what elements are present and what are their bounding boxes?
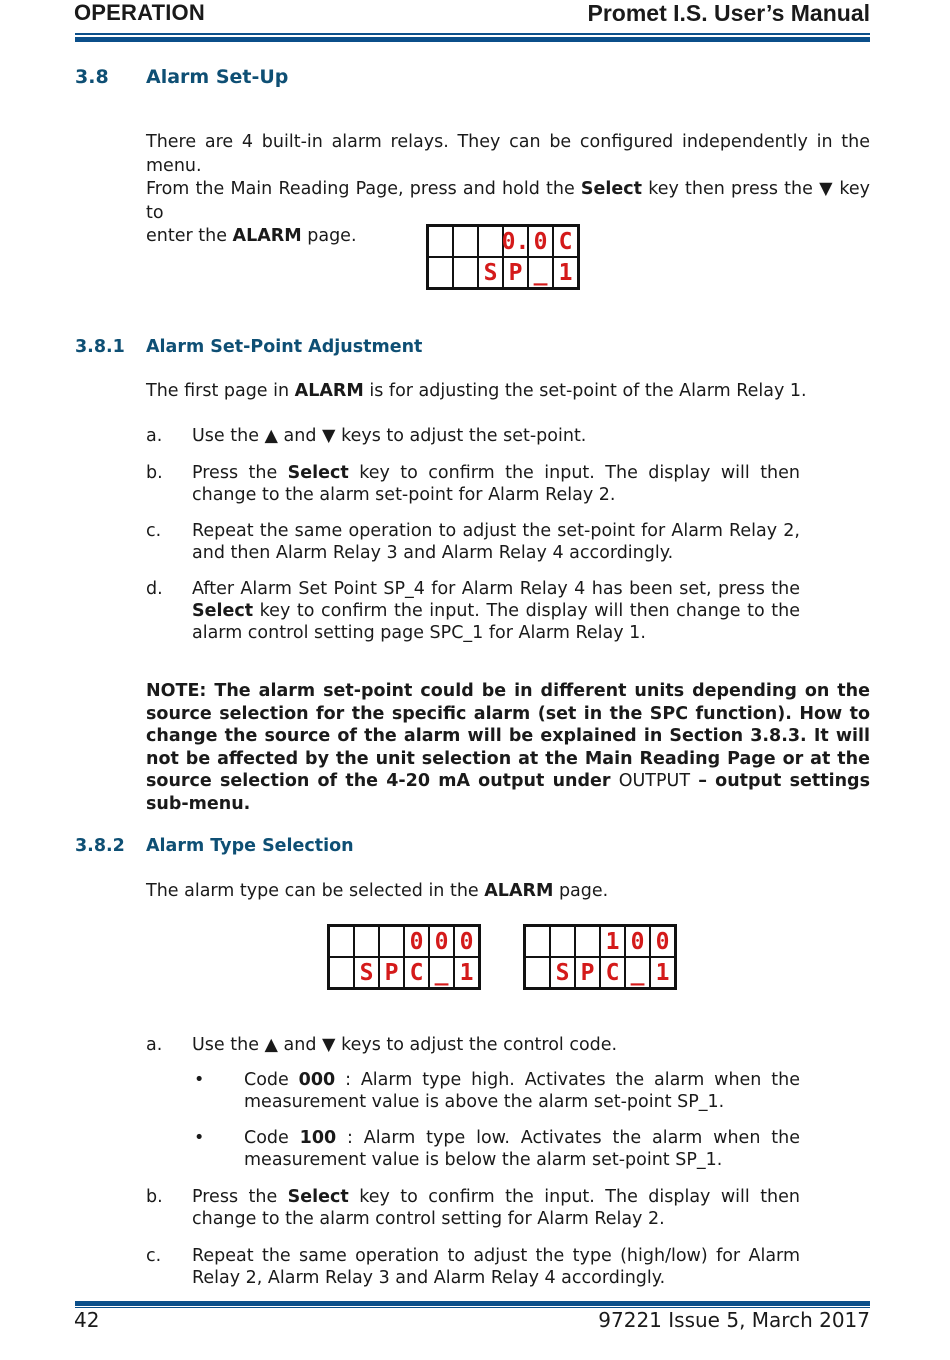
- lcd-cell: [380, 927, 403, 956]
- section-title: Alarm Type Selection: [146, 836, 354, 856]
- lcd-cell: [454, 227, 477, 256]
- issue-info: 97221 Issue 5, March 2017: [598, 1308, 870, 1332]
- lcd-cell: S: [551, 958, 574, 987]
- lcd-cell: [330, 958, 353, 987]
- lcd-cell: [330, 927, 353, 956]
- lcd-bottom-row: [329, 957, 479, 988]
- lcd-cell: 0.: [501, 228, 530, 255]
- list-label: a.: [146, 1035, 163, 1055]
- note-text: – output settings sub-menu.: [146, 771, 870, 814]
- lcd-cell: [526, 927, 549, 956]
- body-text: key to confirm the input. The display will then change to the alarm control setting for Alarm Relay 2.: [192, 1187, 801, 1229]
- intro-text: From the Main Reading Page, press and hold the: [146, 179, 581, 199]
- lcd-cell: 0: [430, 927, 453, 956]
- lcd-cell: [355, 927, 378, 956]
- lcd-cell: _: [529, 258, 552, 287]
- lcd-cell: [576, 927, 599, 956]
- header-rule-thin: [75, 33, 870, 35]
- lcd-bottom-row: [428, 257, 578, 288]
- section-title: Alarm Set-Point Adjustment: [146, 337, 423, 357]
- alarm-page-label: ALARM: [232, 226, 302, 246]
- code-value: 000: [298, 1070, 336, 1090]
- lcd-cell: C: [554, 227, 577, 256]
- lcd-cell: [429, 258, 452, 287]
- lcd-top-row: [428, 226, 578, 257]
- body-text: The first page in: [146, 381, 295, 401]
- select-key-label: Select: [287, 463, 349, 483]
- list-text: Repeat the same operation to adjust the set-point for Alarm Relay 2, and then Alarm Relay 3 and Alarm Relay 4 accordingly.: [192, 521, 800, 563]
- list-text: [192, 578, 800, 644]
- body-text: The alarm type can be selected in the: [146, 881, 485, 901]
- header-manual-title: Promet I.S. User’s Manual: [587, 0, 870, 26]
- note-paragraph: [146, 680, 870, 815]
- body-text: is for adjusting the set-point of the Alarm Relay 1.: [363, 381, 807, 401]
- lcd-display-alarm-setpoint: [426, 224, 580, 290]
- lcd-cell: [551, 927, 574, 956]
- select-key-label: Select: [580, 179, 643, 199]
- code-value: 100: [299, 1128, 337, 1148]
- body-text: page.: [553, 881, 609, 901]
- lcd-top-row: [329, 926, 479, 957]
- lcd-cell: _: [430, 958, 453, 987]
- select-key-label: Select: [287, 1187, 349, 1207]
- list-label: b.: [146, 463, 163, 483]
- body-text: Code: [244, 1070, 299, 1090]
- lcd-display-code-100: [523, 924, 677, 990]
- header-rule-thick: [75, 37, 870, 42]
- list-text: Repeat the same operation to adjust the type (high/low) for Alarm Relay 2, Alarm Relay 3 and Alarm Relay 4 accordingly.: [192, 1246, 800, 1288]
- body-text: Press the: [192, 1187, 288, 1207]
- alarm-page-label: ALARM: [294, 381, 364, 401]
- lcd-cell: 1: [651, 958, 674, 987]
- bullet-dot: •: [194, 1070, 205, 1090]
- lcd-cell: _: [626, 958, 649, 987]
- lcd-cell: P: [380, 958, 403, 987]
- body-text: After Alarm Set Point SP_4 for Alarm Relay 4 has been set, press the: [192, 579, 800, 599]
- bullet-text: [244, 1127, 800, 1171]
- select-key-label: Select: [192, 601, 254, 621]
- lcd-cell: 0: [626, 927, 649, 956]
- lcd-cell: C: [405, 958, 428, 987]
- intro-text: page.: [301, 226, 357, 246]
- lcd-cell: 1: [455, 958, 478, 987]
- lcd-cell: 0: [651, 927, 674, 956]
- lcd-cell: S: [355, 958, 378, 987]
- lcd-cell: 0: [455, 927, 478, 956]
- setpoint-intro: [146, 380, 870, 404]
- lcd-cell: [429, 227, 452, 256]
- note-text: NOTE: The alarm set-point could be in different units depending on the source selection for the specific alarm (set in the SPC function). How to change the source of the alarm will be explained in Section 3.8.3. It will not be affected by the unit selection at the Main Reading Page or at the source selection of the 4-20 mA output under: [146, 681, 870, 791]
- lcd-top-row: [525, 926, 675, 957]
- list-label: a.: [146, 426, 163, 446]
- alarm-type-intro: [146, 880, 870, 904]
- intro-line-2: [146, 178, 870, 225]
- lcd-display-code-000: [327, 924, 481, 990]
- body-text: : Alarm type low. Activates the alarm when the measurement value is below the alarm set-point SP_1.: [244, 1128, 800, 1170]
- body-text: Press the: [192, 463, 288, 483]
- header-section-title: OPERATION: [74, 0, 205, 25]
- lcd-cell: S: [479, 258, 502, 287]
- list-label: b.: [146, 1187, 163, 1207]
- alarm-page-label: ALARM: [484, 881, 554, 901]
- lcd-cell: 0: [405, 927, 428, 956]
- list-label: c.: [146, 521, 162, 541]
- list-text: Use the ▲ and ▼ keys to adjust the control code.: [192, 1035, 618, 1055]
- body-text: key to confirm the input. The display will then change to the alarm set-point for Alarm Relay 2.: [192, 463, 801, 505]
- bullet-dot: •: [194, 1128, 205, 1148]
- list-label: d.: [146, 579, 163, 599]
- lcd-bottom-row: [525, 957, 675, 988]
- lcd-cell: [526, 958, 549, 987]
- body-text: : Alarm type high. Activates the alarm when the measurement value is above the alarm set-point SP_1.: [244, 1070, 800, 1112]
- lcd-cell: [454, 258, 477, 287]
- lcd-cell: P: [504, 258, 527, 287]
- body-text: key to confirm the input. The display will then change to the alarm control setting page SPC_1 for Alarm Relay 1.: [192, 601, 800, 643]
- lcd-cell: 1: [601, 927, 624, 956]
- intro-line-1: There are 4 built-in alarm relays. They can be configured independently in the menu.: [146, 132, 870, 176]
- output-menu-label: OUTPUT: [618, 771, 691, 791]
- lcd-cell: 0: [529, 227, 552, 256]
- lcd-cell: C: [601, 958, 624, 987]
- section-number: 3.8.1: [75, 337, 125, 357]
- list-text: Use the ▲ and ▼ keys to adjust the set-point.: [192, 426, 587, 446]
- section-title: Alarm Set-Up: [146, 66, 289, 88]
- bullet-text: [244, 1069, 800, 1113]
- list-label: c.: [146, 1246, 162, 1266]
- section-number: 3.8.2: [75, 836, 125, 856]
- list-text: [192, 1186, 800, 1230]
- list-text: [192, 462, 800, 506]
- intro-text: enter the: [146, 226, 233, 246]
- lcd-cell: P: [576, 958, 599, 987]
- footer-rule-thick: [75, 1301, 870, 1306]
- intro-text: key then press the ▼ key to: [146, 179, 870, 223]
- lcd-cell: 1: [554, 258, 577, 287]
- lcd-cell: [479, 227, 502, 256]
- page-number: 42: [74, 1308, 100, 1332]
- section-number: 3.8: [75, 66, 109, 88]
- body-text: Code: [244, 1128, 300, 1148]
